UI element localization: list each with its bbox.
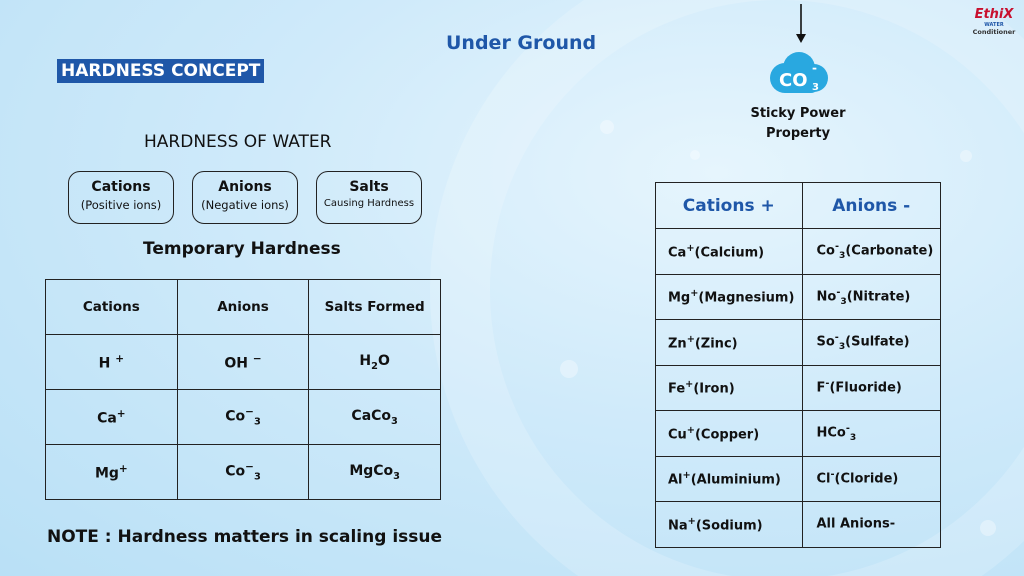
cloud-formula: CO (779, 70, 808, 91)
table-row (656, 456, 941, 502)
cation-cell: Mg+(Magnesium) (656, 274, 803, 320)
sticky-line-2: Property (765, 126, 831, 141)
anion-cell: $So^-_3(Sulfate)$ (802, 320, 941, 366)
table-row (656, 274, 941, 320)
ions-header-row (656, 183, 941, 229)
anion-cell: $Co^-_3$ (177, 445, 309, 500)
cations-box-subtitle: (Positive ions) (80, 198, 162, 212)
anion-cell: $No^-_3(Nitrate)$ (802, 274, 941, 320)
cation-cell: Al+(Aluminium) (656, 456, 803, 502)
header-salts-formed: Salts Formed (309, 280, 441, 335)
sticky-line-1: Sticky Power (750, 106, 846, 121)
cation-cell: Ca+ (46, 390, 178, 445)
cloud-formula-sub: 3 (812, 82, 819, 93)
anions-box-subtitle: (Negative ions) (201, 198, 289, 212)
sticky-power-label (740, 104, 856, 144)
anion-cell: All Anions- (802, 502, 941, 548)
anion-cell: $Co^-_3(Carbonate)$ (802, 229, 941, 275)
cation-cell: H + (46, 335, 178, 390)
temporary-hardness-table (45, 279, 441, 500)
cation-cell: Ca+(Calcium) (656, 229, 803, 275)
logo-water: WATER (984, 22, 1004, 28)
cation-cell: Cu+(Copper) (656, 411, 803, 457)
down-arrow-icon (794, 4, 808, 44)
logo-conditioner: Conditioner (972, 28, 1016, 36)
temporary-hardness-title: Temporary Hardness (143, 239, 341, 259)
cloud-icon (765, 50, 833, 100)
table-row (656, 320, 941, 366)
ions-table (655, 182, 941, 548)
table-row (46, 390, 441, 445)
cation-cell: Mg+ (46, 445, 178, 500)
background-bubble (960, 150, 972, 162)
cation-cell: Zn+(Zinc) (656, 320, 803, 366)
anions-box (192, 171, 298, 224)
salt-cell: CaCo$_3$ (309, 390, 441, 445)
cation-cell: Fe+(Iron) (656, 365, 803, 411)
anion-cell: HCo-$_3$ (802, 411, 941, 457)
salts-box-subtitle: Causing Hardness (323, 198, 415, 209)
table-row (656, 365, 941, 411)
table-row (656, 502, 941, 548)
salts-box-title: Salts (349, 179, 389, 195)
anion-cell: Cl-(Cloride) (802, 456, 941, 502)
salt-cell: MgCo$_3$ (309, 445, 441, 500)
title-under-ground: Under Ground (446, 32, 597, 54)
anion-cell: OH − (177, 335, 309, 390)
header-anions: Anions (177, 280, 309, 335)
table-row (46, 445, 441, 500)
cloud-formula-sup: - (812, 61, 817, 75)
cations-box (68, 171, 174, 224)
header-cations: Cations (46, 280, 178, 335)
anion-cell: F-(Fluoride) (802, 365, 941, 411)
note-text: NOTE : Hardness matters in scaling issue (47, 527, 443, 547)
background-bubble (600, 120, 614, 134)
background-bubble (560, 360, 578, 378)
background-bubble (980, 520, 996, 536)
ethix-logo (968, 8, 1020, 36)
cation-cell: Na+(Sodium) (656, 502, 803, 548)
anion-cell: $Co^-_3$ (177, 390, 309, 445)
table-header-row (46, 280, 441, 335)
heading-hardness-concept: HARDNESS CONCEPT (57, 59, 264, 83)
cations-box-title: Cations (91, 179, 151, 195)
logo-main: EthiX (974, 7, 1014, 22)
background-bubble (690, 150, 700, 160)
header-cations-plus: Cations + (656, 183, 803, 229)
header-anions-minus: Anions - (802, 183, 941, 229)
salt-cell: $H_2O$ (309, 335, 441, 390)
anions-box-title: Anions (218, 179, 272, 195)
table-row (656, 229, 941, 275)
salts-box (316, 171, 422, 224)
section-title: HARDNESS OF WATER (144, 132, 332, 152)
table-row (46, 335, 441, 390)
table-row (656, 411, 941, 457)
